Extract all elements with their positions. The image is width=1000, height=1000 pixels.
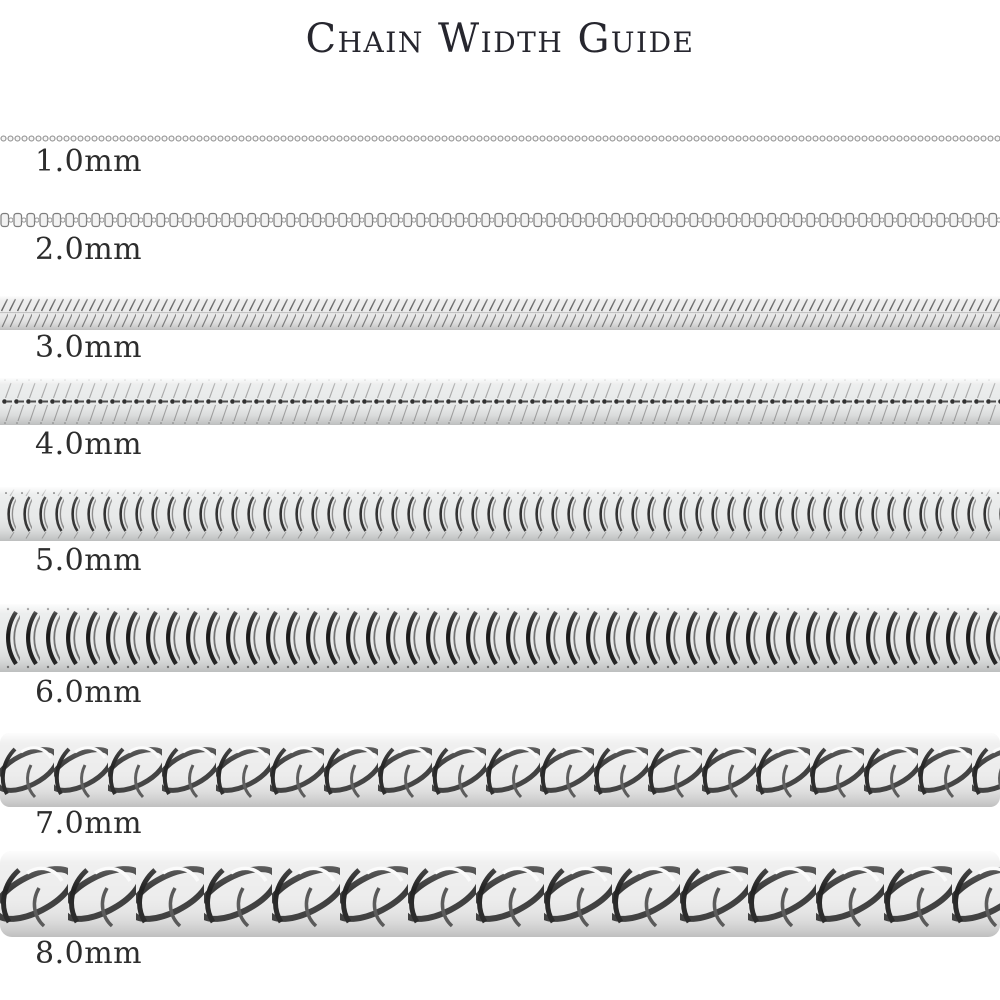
- box-chain-image-2mm: [0, 209, 1000, 231]
- page-title: Chain Width Guide: [305, 16, 695, 62]
- chain-width-label: 7.0mm: [35, 806, 143, 841]
- snake-chain-image-5mm: [0, 487, 1000, 541]
- box-chain-image-1mm: [0, 134, 1000, 143]
- chain-width-label: 1.0mm: [35, 144, 143, 179]
- rope-chain-image-7mm: [0, 733, 1000, 807]
- chain-width-label: 6.0mm: [35, 675, 143, 710]
- snake-chain-image-6mm: [0, 604, 1000, 672]
- rope-chain-image-8mm: [0, 851, 1000, 937]
- snake-chain-image-4mm: [0, 378, 1000, 425]
- chain-width-label: 4.0mm: [35, 427, 143, 462]
- chain-width-label: 2.0mm: [35, 232, 143, 267]
- chain-width-label: 5.0mm: [35, 543, 143, 578]
- snake-chain-image-3mm: [0, 296, 1000, 330]
- chain-width-label: 8.0mm: [35, 936, 143, 971]
- chain-width-label: 3.0mm: [35, 330, 143, 365]
